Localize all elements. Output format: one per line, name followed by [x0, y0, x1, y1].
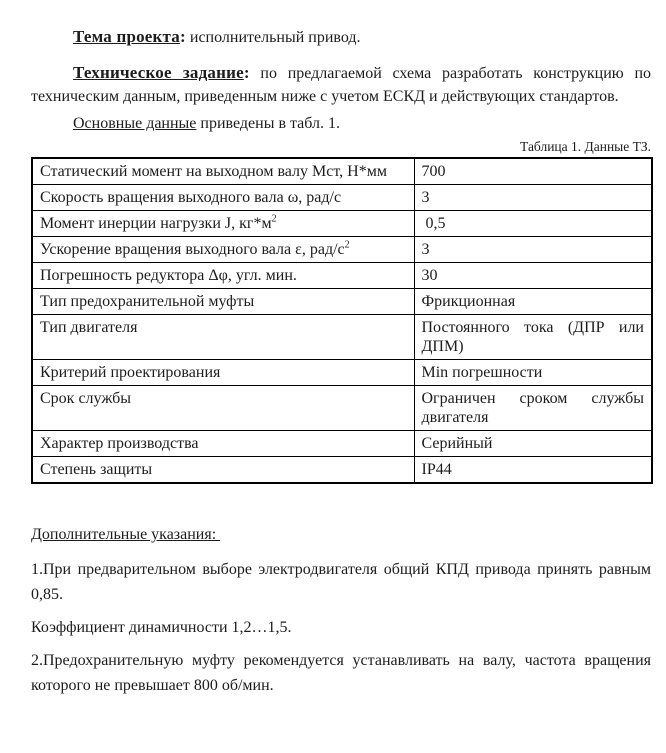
note-paragraph	[31, 648, 651, 698]
notes-heading-label: Дополнительные указания:	[31, 526, 221, 543]
table-row	[32, 457, 652, 484]
note-paragraph	[31, 615, 651, 640]
table-row	[32, 211, 652, 237]
param-cell: Скорость вращения выходного вала ω, рад/с	[32, 185, 414, 211]
value-cell: 0,5	[414, 211, 652, 237]
technical-task-line2: техническим данным, приведенным ниже с учетом ЕСКД и действующих стандартов.	[31, 88, 619, 105]
value-cell: Min погрешности	[414, 360, 652, 386]
spec-table	[31, 157, 653, 484]
value-cell	[414, 386, 652, 431]
superscript: 2	[271, 213, 277, 225]
note-paragraph	[31, 557, 651, 607]
technical-task-text1: по предлагаемой схема разработать конструкцию по	[260, 65, 652, 82]
value-cell: 700	[414, 158, 652, 185]
table-row	[32, 386, 652, 431]
project-topic-heading	[73, 27, 186, 46]
note-line: 1.При предварительном выборе электродвигателя общий КПД привода принять равным	[31, 561, 651, 578]
technical-task-heading	[73, 63, 250, 82]
table-row	[32, 315, 652, 360]
value-cell: 3	[414, 237, 652, 263]
project-topic-line	[31, 28, 651, 47]
param-cell: Критерий проектирования	[32, 360, 414, 386]
technical-task-paragraph	[31, 61, 651, 108]
note-line: 2.Предохранительную муфту рекомендуется устанавливать на валу, частота вращения	[31, 652, 651, 669]
notes-heading	[31, 526, 651, 544]
technical-task-label: Техническое задание	[73, 63, 244, 82]
main-data-line	[31, 115, 651, 133]
technical-task-line1	[31, 61, 651, 85]
note-line: которого не превышает 800 об/мин.	[31, 677, 274, 694]
table-caption: Таблица 1. Данные ТЗ.	[520, 139, 651, 154]
param-cell: Степень защиты	[32, 457, 414, 484]
value-cell: 3	[414, 185, 652, 211]
table-row	[32, 431, 652, 457]
main-data-label: Основные данные	[73, 115, 197, 132]
value-cell	[414, 315, 652, 360]
table-row	[32, 263, 652, 289]
table-row	[32, 185, 652, 211]
project-topic-colon: :	[180, 27, 186, 46]
project-topic-label: Тема проекта	[73, 27, 180, 46]
value-line: двигателя	[421, 409, 489, 426]
table-row	[32, 237, 652, 263]
spec-table-body	[32, 158, 652, 483]
table-row	[32, 360, 652, 386]
value-line: Ограничен сроком службы	[421, 390, 644, 407]
main-data-text: приведены в табл. 1.	[200, 115, 341, 132]
param-cell: Характер производства	[32, 431, 414, 457]
superscript: 2	[344, 239, 350, 251]
table-row	[32, 289, 652, 315]
param-cell: Момент инерции нагрузки J, $кг*м^2$	[32, 211, 414, 237]
notes-paragraphs	[31, 557, 651, 698]
value-line: ДПМ)	[421, 338, 464, 355]
param-cell: Ускорение вращения выходного вала ε, рад/$с^2$	[32, 237, 414, 263]
project-topic-text: исполнительный привод.	[189, 29, 361, 46]
table-row	[32, 158, 652, 185]
value-line: Постоянного тока (ДПР или	[421, 319, 644, 336]
param-cell: Погрешность редуктора Δφ, угл. мин.	[32, 263, 414, 289]
value-cell: 30	[414, 263, 652, 289]
param-cell: Статический момент на выходном валу Мст, Н*мм	[32, 158, 414, 185]
param-cell: Тип предохранительной муфты	[32, 289, 414, 315]
param-cell: Срок службы	[32, 386, 414, 431]
value-cell: IP44	[414, 457, 652, 484]
note-line: Коэффициент динамичности 1,2…1,5.	[31, 619, 292, 636]
note-line: 0,85.	[31, 586, 63, 603]
value-cell: Фрикционная	[414, 289, 652, 315]
technical-task-colon: :	[243, 63, 250, 82]
value-cell: Серийный	[414, 431, 652, 457]
additional-notes-section	[31, 526, 651, 698]
param-cell: Тип двигателя	[32, 315, 414, 360]
